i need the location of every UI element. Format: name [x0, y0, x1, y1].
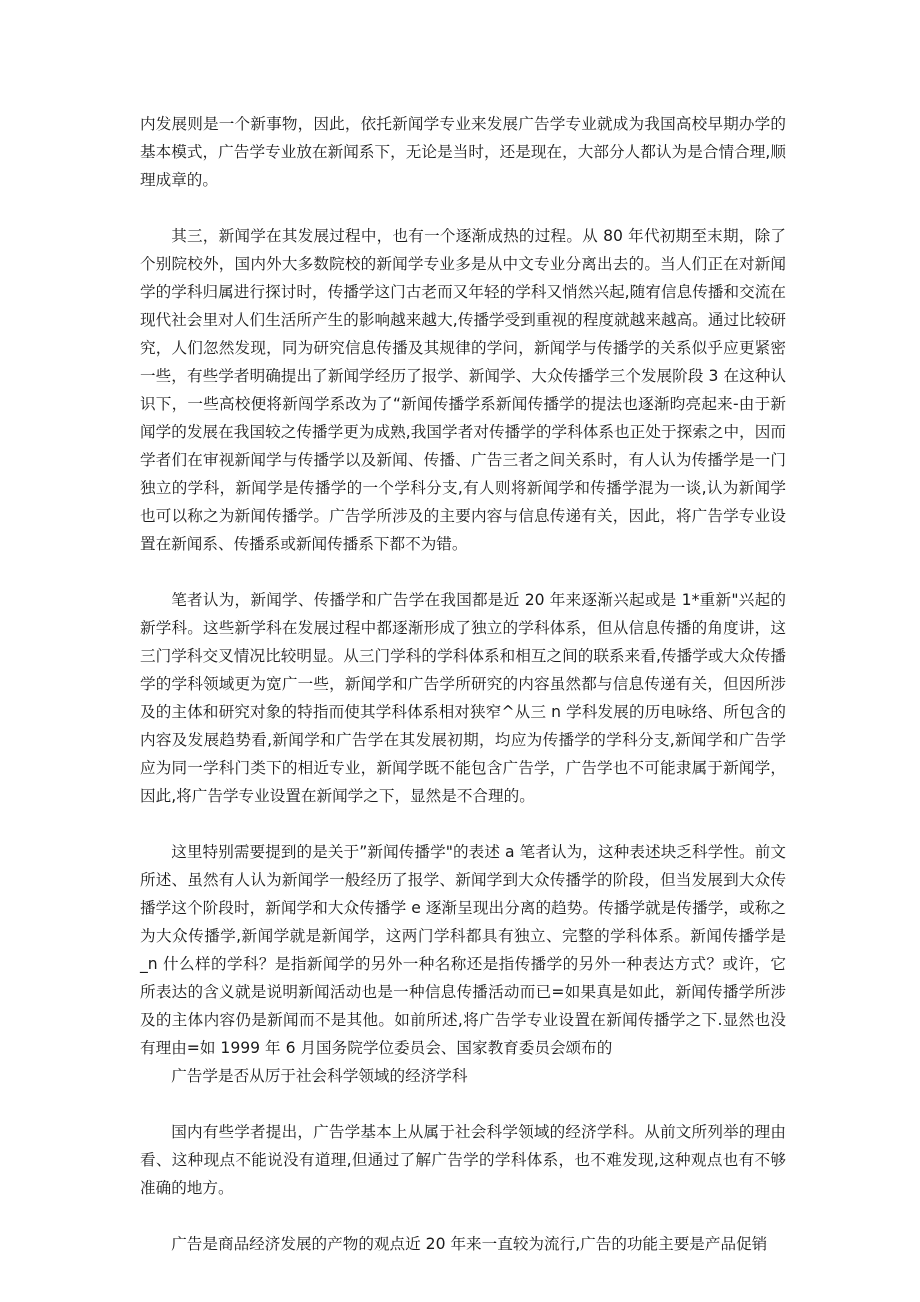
- paragraph-2: 其三，新闻学在其发展过程中，也有一个逐渐成热的过程。从 80 年代初期至末期，除了个别院校外，国内外大多数院校的新闻学专业多是从中文专业分离出去的。当人们正在对新闻学的学科归属进行探讨时，传播学这门古老而又年轻的学科又悄然兴起,随宥信息传播和交流在现代社会里对人们生活所产生的影响越来越大,传播学受到重视的程度就越来越高。通过比较研究，人们忽然发现，同为研究信息传播及其规律的学问，新闻学与传播学的关系似乎应更紧密一些，有些学者明确提出了新闻学经历了报学、新闻学、大众传播学三个发展阶段 3 在这种认识下，一些高校便将新闯学系改为了“新闻传播学系新闻传播学的提法也逐渐昀亮起来-由于新闻学的发展在我国较之传播学更为成熟,我国学者对传播学的学科体系也正处于探索之中，因而学者们在审视新闻学与传播学以及新闻、传播、广告三者之间关系时，有人认为传播学是一门独立的学科，新闻学是传播学的一个学科分支,有人则将新闻学和传播学混为一谈,认为新闻学也可以称之为新闻传播学。广告学所涉及的主要内容与信息传递有关，因此，将广告学专业设置在新闻系、传播系或新闻传播系下都不为错。: [140, 227, 786, 553]
- paragraph-4: 这里特别需要提到的是关于”新闻传播学"的表述 a 笔者认为，这种表述块乏科学性。前文所述、虽然有人认为新闻学一般经历了报学、新闻学到大众传播学的阶段，但当发展到大众传播学这个阶段时，新闻学和大众传播学 e 逐渐呈现出分离的趋势。传播学就是传播学，或称之为大众传播学,新闻学就是新闻学，这两门学科都具有独立、完整的学科体系。新闻传播学是_n 什么样的学科？是指新闻学的另外一种名称还是指传播学的另外一种表达方式？或许，它所表达的含义就是说明新闻活动也是一种信息传播活动而已=如果真是如此，新闻传播学所涉及的主体内容仍是新闻而不是其他。如前所述,将广告学专业设置在新闻传播学之下.显然也没有理由=如 1999 年 6 月国务院学位委员会、国家教育委员会颂布的: [140, 843, 786, 1057]
- section-heading: 广告学是否从厉于社会科学领域的经济学科: [171, 1067, 468, 1085]
- paragraph-6: 广告是商品经济发展的产物的观点近 20 年来一直较为流行,广告的功能主要是产品促销: [171, 1235, 768, 1253]
- paragraph-3: 笔者认为，新闻学、传播学和广告学在我国都是近 20 年来逐渐兴起或是 1*重新"兴起的新学科。这些新学科在发展过程中都逐渐形成了独立的学科体系，但从信息传播的角度讲，这三门学科交叉情况比较明显。从三门学科的学科体系和相互之间的联系来看,传播学或大众传播学的学科领域更为宽广一些，新闻学和广告学所研究的内容虽然都与信息传递有关，但因所涉及的主体和研究对象的特指而使其学科体系相对狭窄^从三 n 学科发展的历电咏络、所包含的内容及发展趋势看,新闻学和广告学在其发展初期，均应为传播学的学科分支,新闻学和广告学应为同一学科门类下的相近专业，新闻学既不能包含广告学，广告学也不可能隶属于新闻学，因此,将广告学专业设置在新闻学之下，显然是不合理的。: [140, 591, 786, 805]
- document-body: [140, 110, 786, 1286]
- paragraph-5: 国内有些学者提出，广告学基本上从属于社会科学领域的经济学科。从前文所列举的理由看、这种现点不能说没有道理,但通过了解广告学的学科体系，也不难发现,这种观点也有不够准确的地方。: [140, 1123, 786, 1197]
- paragraph-1: 内发展则是一个新事物，因此，依托新闻学专业来发展广告学专业就成为我国高校早期办学的基本模式，广告学专业放在新闻系下，无论是当时，还是现在，大部分人都认为是合情合理,顺理成章的。: [140, 115, 786, 189]
